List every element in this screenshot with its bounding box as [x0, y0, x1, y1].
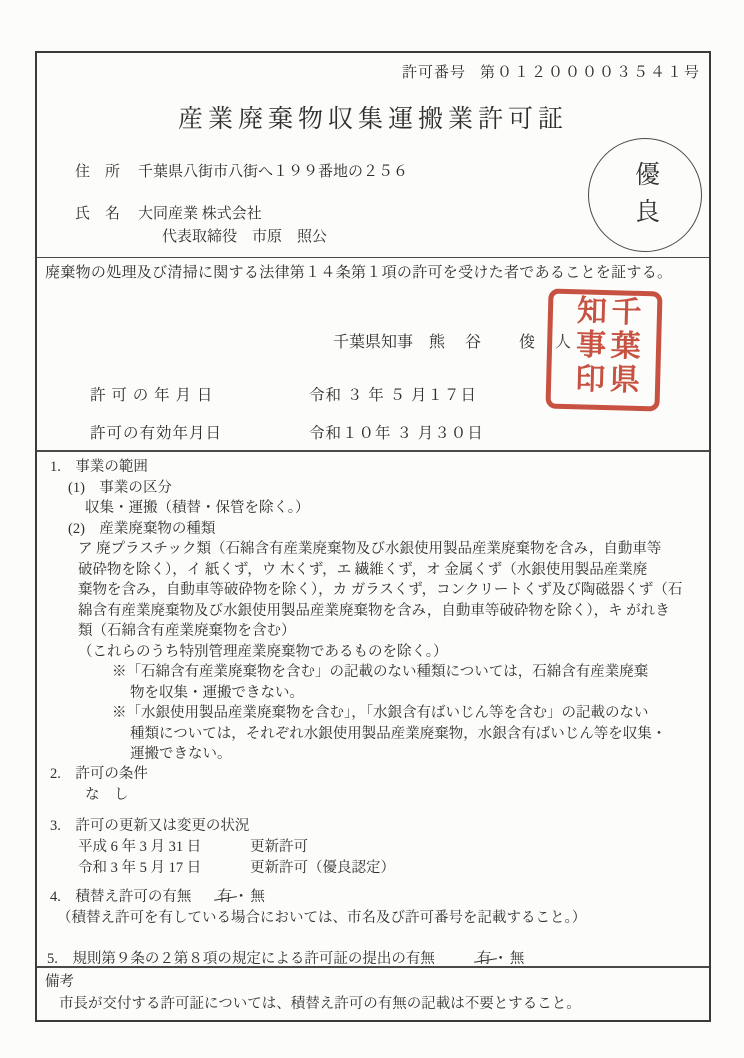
representative-row: [162, 225, 327, 246]
option-no: 無: [250, 889, 267, 905]
section4-note: （積替え許可を有している場合においては、市名及び許可番号を記載すること。）: [57, 910, 587, 926]
permit-number-value: 第０１２００００３５４１号: [479, 65, 701, 81]
divider-sections-top: [37, 450, 709, 452]
waste-kinds-line: 破砕物を除く），イ 紙くず，ウ 木くず，エ 繊維くず，オ 金属くず（水銀使用製品産業廃: [78, 561, 648, 578]
asbestos-note-line: ※「石綿含有産業廃棄物を含む」の記載のない種類については，石綿含有産業廃棄: [112, 664, 649, 680]
document-title: 産業廃棄物収集運搬業許可証: [177, 106, 568, 133]
name-label: 氏 名: [75, 206, 121, 222]
permit-number-row: [402, 61, 701, 82]
issue-date-value: 令和 ３ 年 ５ 月１７日: [309, 387, 478, 404]
section1-sub1-heading: (1) 事業の区分: [68, 479, 172, 496]
company-name: 大同産業 株式会社: [138, 206, 262, 222]
section3-heading: 3. 許可の更新又は変更の状況: [50, 818, 250, 834]
section4-heading: 4. 積替え許可の有無: [50, 889, 192, 905]
option-separator: ・: [233, 889, 251, 905]
name-row: [75, 202, 262, 223]
option-no: 無: [509, 951, 527, 967]
mercury-note-line: 種類については，それぞれ水銀使用製品産業廃棄物，水銀含有ばいじん等を収集・: [130, 725, 667, 742]
valid-date-value: 令和１０年 ３ 月３０日: [309, 425, 484, 442]
excellent-stamp-text: 優良: [631, 161, 659, 235]
section2-value: な し: [85, 787, 129, 803]
mercury-note-line: 運搬できない。: [130, 746, 232, 762]
asbestos-note-line: 物を収集・運搬できない。: [130, 684, 304, 701]
option-separator: ・: [493, 951, 510, 967]
renewal-history-row: [37, 837, 701, 858]
renewal-action: 更新許可（優良認定）: [250, 860, 395, 876]
divider-top: [37, 257, 709, 258]
remarks-body: 市長が交付する許可証については、積替え許可の有無の記載は不要とすること。: [59, 996, 581, 1012]
section1-sub2-heading: (2) 産業廃棄物の種類: [68, 520, 216, 537]
section2-heading: 2. 許可の条件: [50, 766, 148, 782]
waste-kinds-line: 類（石綿含有産業廃棄物を含む）: [78, 623, 296, 639]
valid-date-label: 許可の有効年月日: [90, 425, 223, 442]
governor-title: 千葉県知事: [333, 334, 414, 351]
address-value: 千葉県八街市八街へ１９９番地の２５６: [138, 164, 409, 180]
governor-name: 熊 谷 俊 人: [429, 334, 574, 351]
issuer-row: [333, 329, 573, 352]
address-row: [75, 160, 408, 181]
waste-kinds-line: 綿含有産業廃棄物及び水銀使用製品産業廃棄物を含み，自動車等破砕物を除く），キ がれき: [78, 602, 670, 619]
section1-sub1-value: 収集・運搬（積替・保管を除く。）: [85, 500, 310, 516]
option-yes-struck: 有: [217, 887, 234, 908]
section4-heading-row: [37, 887, 701, 908]
waste-kinds-line: ア 廃プラスチック類（石綿含有産業廃棄物及び水銀使用製品産業廃棄物を含み，自動車等: [78, 541, 662, 557]
renewal-date: 令和 3 年 5 月 17 日: [78, 860, 202, 876]
permit-number-label: 許可番号: [401, 65, 466, 81]
mercury-note-line: ※「水銀使用製品産業廃棄物を含む」，「水銀含有ばいじん等を含む」の記載のない: [112, 705, 649, 721]
option-yes-struck: 有: [477, 949, 494, 970]
remarks-heading: 備考: [45, 974, 74, 990]
representative-name: 代表取締役 市原 照公: [162, 229, 328, 245]
governor-red-seal: [545, 289, 662, 412]
governor-seal-text: 千葉県知事印: [569, 294, 640, 398]
renewal-history-row: [37, 858, 701, 879]
excellent-certification-stamp: [588, 138, 702, 252]
certification-sentence: 廃棄物の処理及び清掃に関する法律第１４条第１項の許可を受けた者であることを証する。: [45, 265, 673, 281]
waste-kinds-line: 棄物を含み，自動車等破砕物を除く），カ ガラスくず，コンクリートくず及び陶磁器くず（石: [78, 582, 683, 598]
waste-kinds-line: （これらのうち特別管理産業廃棄物であるものを除く。）: [78, 643, 448, 660]
section-permit-conditions: [37, 764, 701, 806]
section1-heading: 1. 事業の範囲: [50, 459, 148, 475]
address-label: 住 所: [75, 164, 121, 180]
section-transshipment-permit: [37, 887, 701, 929]
document-border-frame: [35, 51, 711, 1022]
renewal-action: 更新許可: [250, 839, 308, 855]
section5-heading: 5. 規則第９条の２第８項の規定による許可証の提出の有無: [47, 951, 435, 967]
section-renewal-history: [37, 816, 701, 879]
renewal-date: 平成 6 年 3 月 31 日: [78, 839, 202, 855]
divider-remarks-top: [37, 966, 709, 968]
issue-date-label: 許 可 の 年 月 日: [90, 387, 214, 404]
section-business-scope: [37, 457, 701, 765]
